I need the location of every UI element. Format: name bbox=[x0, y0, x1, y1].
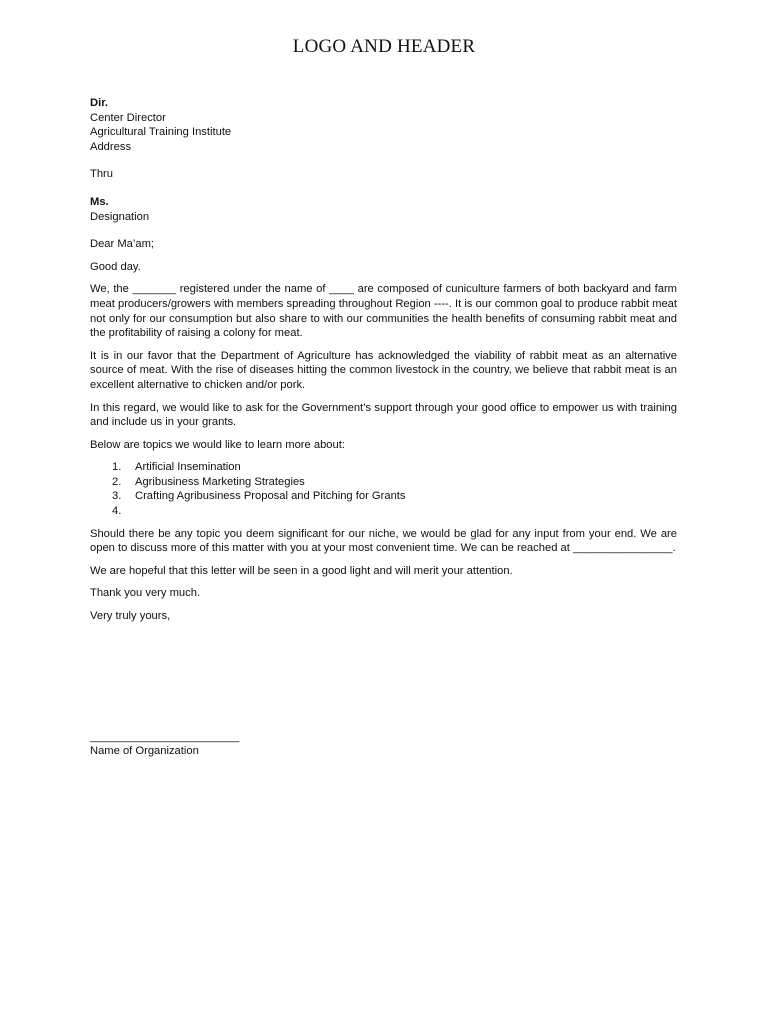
recipient-address: Address bbox=[90, 140, 132, 153]
recipient-position: Center Director bbox=[90, 111, 166, 124]
recipient-block bbox=[90, 96, 677, 154]
list-item bbox=[90, 489, 677, 504]
list-item-text: Agribusiness Marketing Strategies bbox=[135, 475, 305, 488]
letter-header: LOGO AND HEADER bbox=[292, 36, 476, 57]
valediction: Very truly yours, bbox=[90, 610, 171, 623]
closing-paragraph: Should there be any topic you deem significant for our niche, we would be glad for any input from your end. We are open to discuss more of this matter with you at your most convenient time. We can be reached at ________________. bbox=[90, 527, 677, 555]
closing-paragraph: We are hopeful that this letter will be seen in a good light and will merit your attention. bbox=[90, 564, 513, 577]
thru-title: Ms. bbox=[90, 195, 109, 208]
signature-line: ________________________ bbox=[90, 730, 240, 743]
signature-block bbox=[90, 730, 677, 759]
list-item-number: 1. bbox=[112, 461, 122, 474]
greeting: Dear Ma’am; bbox=[90, 238, 155, 251]
recipient-office: Agricultural Training Institute bbox=[90, 126, 232, 139]
thru-block bbox=[90, 195, 677, 224]
letter-body bbox=[90, 96, 677, 759]
list-item bbox=[90, 460, 677, 475]
organization-name: Name of Organization bbox=[90, 745, 199, 758]
thru-designation: Designation bbox=[90, 210, 150, 223]
paragraph: It is in our favor that the Department of Agriculture has acknowledged the viability of rabbit meat as an alternative source of meat. With the rise of diseases hitting the common livestock in the country, we believe that rabbit meat is an excellent alternative to chicken and/or pork. bbox=[90, 349, 677, 391]
list-item-text: Crafting Agribusiness Proposal and Pitching for Grants bbox=[135, 490, 406, 503]
closing-paragraph: Thank you very much. bbox=[90, 587, 201, 600]
paragraph: In this regard, we would like to ask for the Government’s support through your good office to empower us with training and include us in your grants. bbox=[90, 401, 677, 429]
paragraph: Below are topics we would like to learn more about: bbox=[90, 438, 345, 451]
opening: Good day. bbox=[90, 260, 141, 273]
paragraph: We, the _______ registered under the name of ____ are composed of cuniculture farmers of both backyard and farm meat producers/growers with members spreading throughout Region ----. It is our common goal to produce rabbit meat not only for our consumption but also share to with our communities the health benefits of consuming rabbit meat and the profitability of raising a colony for meat. bbox=[90, 283, 677, 340]
list-item-number: 2. bbox=[112, 475, 122, 488]
recipient-title: Dir. bbox=[90, 97, 109, 109]
list-item-number: 3. bbox=[112, 490, 122, 503]
list-item-number: 4. bbox=[112, 505, 122, 518]
list-item bbox=[90, 504, 677, 519]
list-item bbox=[90, 475, 677, 490]
list-item-text: Artificial Insemination bbox=[135, 461, 241, 474]
thru-label: Thru bbox=[90, 168, 114, 181]
topics-list bbox=[90, 460, 677, 518]
